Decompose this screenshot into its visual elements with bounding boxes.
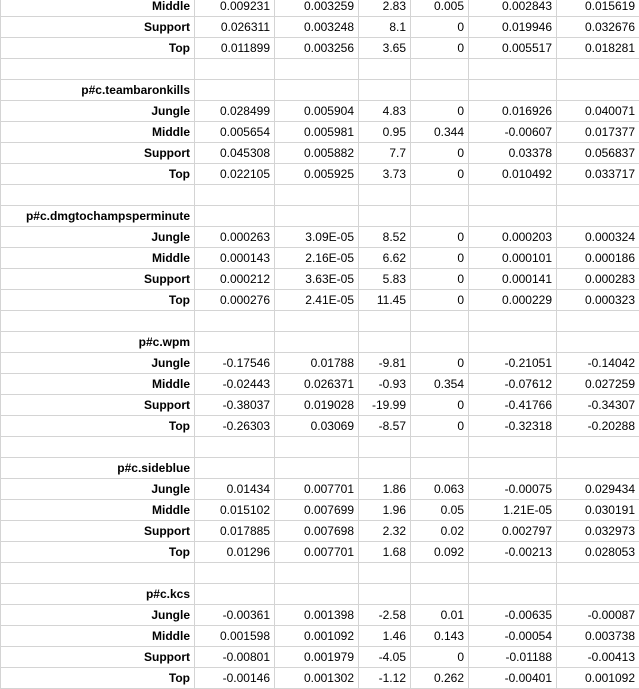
value-cell[interactable]: 8.52 — [359, 227, 411, 248]
row-label-cell[interactable]: Top — [1, 38, 195, 59]
empty-cell[interactable] — [195, 458, 275, 479]
value-cell[interactable]: -0.17546 — [195, 353, 275, 374]
table-row — [1, 479, 639, 500]
empty-cell[interactable] — [557, 206, 639, 227]
value-cell[interactable]: -2.58 — [359, 605, 411, 626]
table-row — [1, 290, 639, 311]
empty-cell[interactable] — [195, 206, 275, 227]
row-label-cell[interactable]: Middle — [1, 0, 195, 17]
value-cell[interactable]: 0.001598 — [195, 626, 275, 647]
table-row — [1, 101, 639, 122]
variable-header-row — [1, 458, 639, 479]
empty-cell[interactable] — [195, 185, 275, 206]
empty-cell[interactable] — [557, 59, 639, 80]
value-cell[interactable]: 3.65 — [359, 38, 411, 59]
value-cell[interactable]: 0 — [411, 353, 469, 374]
value-cell[interactable]: -0.00607 — [469, 122, 557, 143]
value-cell[interactable]: 0.000203 — [469, 227, 557, 248]
value-cell[interactable]: 0.001979 — [275, 647, 359, 668]
blank-row — [1, 563, 639, 584]
table-row — [1, 395, 639, 416]
value-cell[interactable]: -0.00413 — [557, 647, 639, 668]
value-cell[interactable]: 6.62 — [359, 248, 411, 269]
value-cell[interactable]: 3.09E-05 — [275, 227, 359, 248]
value-cell[interactable]: 0.01 — [411, 605, 469, 626]
value-cell[interactable]: -0.14042 — [557, 353, 639, 374]
value-cell[interactable]: 0.005981 — [275, 122, 359, 143]
table-row — [1, 374, 639, 395]
empty-cell[interactable] — [275, 437, 359, 458]
value-cell[interactable]: 1.68 — [359, 542, 411, 563]
table-row — [1, 38, 639, 59]
empty-cell[interactable] — [411, 206, 469, 227]
variable-header-cell[interactable]: p#c.wpm — [1, 332, 195, 353]
value-cell[interactable]: -0.20288 — [557, 416, 639, 437]
row-label-cell[interactable]: Support — [1, 17, 195, 38]
value-cell[interactable]: 0.063 — [411, 479, 469, 500]
empty-cell[interactable] — [195, 59, 275, 80]
value-cell[interactable]: -4.05 — [359, 647, 411, 668]
empty-cell[interactable] — [195, 437, 275, 458]
row-label-cell[interactable]: Top — [1, 542, 195, 563]
value-cell[interactable]: 0.354 — [411, 374, 469, 395]
value-cell[interactable]: 0.007698 — [275, 521, 359, 542]
value-cell[interactable]: 0.000229 — [469, 290, 557, 311]
value-cell[interactable]: 0.01434 — [195, 479, 275, 500]
table-row — [1, 248, 639, 269]
value-cell[interactable]: 0.019028 — [275, 395, 359, 416]
variable-header-cell[interactable]: p#c.sideblue — [1, 458, 195, 479]
variable-header-cell[interactable]: p#c.dmgtochampsperminute — [1, 206, 195, 227]
value-cell[interactable]: 1.21E-05 — [469, 500, 557, 521]
variable-header-row — [1, 584, 639, 605]
variable-header-cell[interactable]: p#c.teambaronkills — [1, 80, 195, 101]
blank-row — [1, 59, 639, 80]
empty-cell[interactable] — [275, 458, 359, 479]
value-cell[interactable]: 0.01788 — [275, 353, 359, 374]
value-cell[interactable]: 0.000143 — [195, 248, 275, 269]
value-cell[interactable]: -0.32318 — [469, 416, 557, 437]
table-row — [1, 605, 639, 626]
value-cell[interactable]: 0.02 — [411, 521, 469, 542]
value-cell[interactable]: -0.41766 — [469, 395, 557, 416]
blank-row — [1, 185, 639, 206]
value-cell[interactable]: 0.03069 — [275, 416, 359, 437]
table-row — [1, 668, 639, 689]
value-cell[interactable]: 0.010492 — [469, 164, 557, 185]
table-row — [1, 521, 639, 542]
value-cell[interactable]: 0 — [411, 395, 469, 416]
value-cell[interactable]: 0.000212 — [195, 269, 275, 290]
empty-cell[interactable] — [359, 437, 411, 458]
empty-cell[interactable] — [557, 458, 639, 479]
variable-header-row — [1, 206, 639, 227]
value-cell[interactable]: 2.41E-05 — [275, 290, 359, 311]
value-cell[interactable]: 2.16E-05 — [275, 248, 359, 269]
value-cell[interactable]: 0.000101 — [469, 248, 557, 269]
value-cell[interactable]: 0.032676 — [557, 17, 639, 38]
table-row — [1, 164, 639, 185]
row-label-cell[interactable]: Jungle — [1, 605, 195, 626]
empty-cell[interactable] — [275, 332, 359, 353]
value-cell[interactable]: 0.032973 — [557, 521, 639, 542]
value-cell[interactable]: 0.015619 — [557, 0, 639, 17]
value-cell[interactable]: 0 — [411, 164, 469, 185]
value-cell[interactable]: 0.000283 — [557, 269, 639, 290]
value-cell[interactable]: 0.016926 — [469, 101, 557, 122]
value-cell[interactable]: 0.000263 — [195, 227, 275, 248]
value-cell[interactable]: 0.002843 — [469, 0, 557, 17]
empty-cell[interactable] — [411, 458, 469, 479]
value-cell[interactable]: 0.007701 — [275, 479, 359, 500]
row-label-cell[interactable]: Middle — [1, 248, 195, 269]
row-label-cell[interactable]: Middle — [1, 122, 195, 143]
value-cell[interactable]: 0.056837 — [557, 143, 639, 164]
value-cell[interactable]: 0.000324 — [557, 227, 639, 248]
empty-cell[interactable] — [359, 206, 411, 227]
value-cell[interactable]: 0.002797 — [469, 521, 557, 542]
value-cell[interactable]: 0.003259 — [275, 0, 359, 17]
value-cell[interactable]: -19.99 — [359, 395, 411, 416]
value-cell[interactable]: 0.030191 — [557, 500, 639, 521]
row-label-cell[interactable]: Top — [1, 164, 195, 185]
value-cell[interactable]: -9.81 — [359, 353, 411, 374]
value-cell[interactable]: -0.02443 — [195, 374, 275, 395]
empty-cell[interactable] — [359, 80, 411, 101]
empty-cell[interactable] — [1, 59, 195, 80]
empty-cell[interactable] — [557, 311, 639, 332]
empty-cell[interactable] — [469, 584, 557, 605]
empty-cell[interactable] — [557, 332, 639, 353]
value-cell[interactable]: 0.143 — [411, 626, 469, 647]
value-cell[interactable]: 0.000141 — [469, 269, 557, 290]
value-cell[interactable]: 0.045308 — [195, 143, 275, 164]
table-body — [1, 0, 639, 689]
row-label-cell[interactable]: Jungle — [1, 353, 195, 374]
value-cell[interactable]: -0.93 — [359, 374, 411, 395]
empty-cell[interactable] — [469, 563, 557, 584]
value-cell[interactable]: 0.015102 — [195, 500, 275, 521]
value-cell[interactable]: 0 — [411, 416, 469, 437]
empty-cell[interactable] — [469, 311, 557, 332]
value-cell[interactable]: -0.01188 — [469, 647, 557, 668]
empty-cell[interactable] — [195, 584, 275, 605]
value-cell[interactable]: 0.027259 — [557, 374, 639, 395]
value-cell[interactable]: 0.040071 — [557, 101, 639, 122]
empty-cell[interactable] — [195, 332, 275, 353]
empty-cell[interactable] — [275, 185, 359, 206]
value-cell[interactable]: -0.26303 — [195, 416, 275, 437]
value-cell[interactable]: 0.019946 — [469, 17, 557, 38]
row-label-cell[interactable]: Jungle — [1, 227, 195, 248]
value-cell[interactable]: 0.005925 — [275, 164, 359, 185]
value-cell[interactable]: 0.017885 — [195, 521, 275, 542]
empty-cell[interactable] — [469, 332, 557, 353]
value-cell[interactable]: -1.12 — [359, 668, 411, 689]
empty-cell[interactable] — [195, 311, 275, 332]
table-row — [1, 353, 639, 374]
empty-cell[interactable] — [469, 59, 557, 80]
empty-cell[interactable] — [411, 563, 469, 584]
variable-header-cell[interactable]: p#c.kcs — [1, 584, 195, 605]
empty-cell[interactable] — [275, 206, 359, 227]
value-cell[interactable]: 0.001302 — [275, 668, 359, 689]
value-cell[interactable]: 0 — [411, 101, 469, 122]
value-cell[interactable]: 0.262 — [411, 668, 469, 689]
value-cell[interactable]: 0.022105 — [195, 164, 275, 185]
value-cell[interactable]: 3.73 — [359, 164, 411, 185]
value-cell[interactable]: 0.001398 — [275, 605, 359, 626]
value-cell[interactable]: 0 — [411, 38, 469, 59]
value-cell[interactable]: -0.00087 — [557, 605, 639, 626]
empty-cell[interactable] — [557, 563, 639, 584]
value-cell[interactable]: 0.017377 — [557, 122, 639, 143]
variable-header-row — [1, 332, 639, 353]
empty-cell[interactable] — [411, 59, 469, 80]
empty-cell[interactable] — [557, 185, 639, 206]
row-label-cell[interactable]: Support — [1, 269, 195, 290]
value-cell[interactable]: -0.00054 — [469, 626, 557, 647]
row-label-cell[interactable]: Support — [1, 647, 195, 668]
empty-cell[interactable] — [1, 437, 195, 458]
row-label-cell[interactable]: Top — [1, 416, 195, 437]
value-cell[interactable]: 0.009231 — [195, 0, 275, 17]
value-cell[interactable]: 0.007701 — [275, 542, 359, 563]
value-cell[interactable]: -0.00801 — [195, 647, 275, 668]
empty-cell[interactable] — [275, 584, 359, 605]
value-cell[interactable]: 0.95 — [359, 122, 411, 143]
empty-cell[interactable] — [557, 80, 639, 101]
value-cell[interactable]: 0.007699 — [275, 500, 359, 521]
value-cell[interactable]: 4.83 — [359, 101, 411, 122]
value-cell[interactable]: 0.005904 — [275, 101, 359, 122]
value-cell[interactable]: 0.011899 — [195, 38, 275, 59]
value-cell[interactable]: 1.86 — [359, 479, 411, 500]
value-cell[interactable]: 0.000186 — [557, 248, 639, 269]
empty-cell[interactable] — [359, 563, 411, 584]
value-cell[interactable]: 0.028499 — [195, 101, 275, 122]
value-cell[interactable]: 7.7 — [359, 143, 411, 164]
value-cell[interactable]: 0.03378 — [469, 143, 557, 164]
value-cell[interactable]: 0.005 — [411, 0, 469, 17]
value-cell[interactable]: -0.00213 — [469, 542, 557, 563]
empty-cell[interactable] — [1, 185, 195, 206]
value-cell[interactable]: 0.003248 — [275, 17, 359, 38]
value-cell[interactable]: 0.028053 — [557, 542, 639, 563]
value-cell[interactable]: 11.45 — [359, 290, 411, 311]
value-cell[interactable]: -0.00075 — [469, 479, 557, 500]
value-cell[interactable]: 1.46 — [359, 626, 411, 647]
value-cell[interactable]: -0.34307 — [557, 395, 639, 416]
empty-cell[interactable] — [275, 59, 359, 80]
value-cell[interactable]: 0.003738 — [557, 626, 639, 647]
empty-cell[interactable] — [557, 584, 639, 605]
value-cell[interactable]: 3.63E-05 — [275, 269, 359, 290]
empty-cell[interactable] — [469, 437, 557, 458]
empty-cell[interactable] — [359, 185, 411, 206]
row-label-cell[interactable]: Jungle — [1, 479, 195, 500]
empty-cell[interactable] — [195, 563, 275, 584]
empty-cell[interactable] — [359, 311, 411, 332]
blank-row — [1, 437, 639, 458]
value-cell[interactable]: 8.1 — [359, 17, 411, 38]
empty-cell[interactable] — [195, 80, 275, 101]
value-cell[interactable]: 0.005882 — [275, 143, 359, 164]
value-cell[interactable]: 0.018281 — [557, 38, 639, 59]
empty-cell[interactable] — [411, 80, 469, 101]
empty-cell[interactable] — [469, 458, 557, 479]
value-cell[interactable]: -0.00361 — [195, 605, 275, 626]
value-cell[interactable]: 0.033717 — [557, 164, 639, 185]
value-cell[interactable]: 0.026371 — [275, 374, 359, 395]
value-cell[interactable]: 0 — [411, 227, 469, 248]
value-cell[interactable]: -8.57 — [359, 416, 411, 437]
value-cell[interactable]: -0.00635 — [469, 605, 557, 626]
table-row — [1, 542, 639, 563]
empty-cell[interactable] — [411, 437, 469, 458]
table-row — [1, 122, 639, 143]
row-label-cell[interactable]: Middle — [1, 626, 195, 647]
value-cell[interactable]: 0.000276 — [195, 290, 275, 311]
table-row — [1, 269, 639, 290]
value-cell[interactable]: -0.00146 — [195, 668, 275, 689]
table-row — [1, 17, 639, 38]
row-label-cell[interactable]: Support — [1, 395, 195, 416]
row-label-cell[interactable]: Top — [1, 290, 195, 311]
value-cell[interactable]: 2.83 — [359, 0, 411, 17]
value-cell[interactable]: 0.000323 — [557, 290, 639, 311]
value-cell[interactable]: 0.003256 — [275, 38, 359, 59]
table-row — [1, 626, 639, 647]
table-row — [1, 0, 639, 17]
value-cell[interactable]: 0.092 — [411, 542, 469, 563]
table-row — [1, 647, 639, 668]
empty-cell[interactable] — [275, 311, 359, 332]
empty-cell[interactable] — [411, 332, 469, 353]
value-cell[interactable]: 1.96 — [359, 500, 411, 521]
value-cell[interactable]: 0.005517 — [469, 38, 557, 59]
value-cell[interactable]: 0 — [411, 248, 469, 269]
table-row — [1, 227, 639, 248]
empty-cell[interactable] — [275, 80, 359, 101]
empty-cell[interactable] — [557, 437, 639, 458]
row-label-cell[interactable]: Top — [1, 668, 195, 689]
blank-row — [1, 311, 639, 332]
row-label-cell[interactable]: Middle — [1, 500, 195, 521]
variable-header-row — [1, 80, 639, 101]
value-cell[interactable]: 0.005654 — [195, 122, 275, 143]
value-cell[interactable]: 0.05 — [411, 500, 469, 521]
empty-cell[interactable] — [359, 59, 411, 80]
value-cell[interactable]: 0.001092 — [275, 626, 359, 647]
value-cell[interactable]: -0.00401 — [469, 668, 557, 689]
value-cell[interactable]: 0.001092 — [557, 668, 639, 689]
value-cell[interactable]: 0.029434 — [557, 479, 639, 500]
value-cell[interactable]: 5.83 — [359, 269, 411, 290]
value-cell[interactable]: -0.07612 — [469, 374, 557, 395]
value-cell[interactable]: 2.32 — [359, 521, 411, 542]
empty-cell[interactable] — [1, 311, 195, 332]
value-cell[interactable]: 0.344 — [411, 122, 469, 143]
value-cell[interactable]: 0.01296 — [195, 542, 275, 563]
value-cell[interactable]: 0 — [411, 647, 469, 668]
value-cell[interactable]: 0 — [411, 17, 469, 38]
value-cell[interactable]: -0.38037 — [195, 395, 275, 416]
value-cell[interactable]: 0.026311 — [195, 17, 275, 38]
empty-cell[interactable] — [469, 80, 557, 101]
empty-cell[interactable] — [1, 563, 195, 584]
row-label-cell[interactable]: Jungle — [1, 101, 195, 122]
row-label-cell[interactable]: Support — [1, 143, 195, 164]
empty-cell[interactable] — [411, 185, 469, 206]
empty-cell[interactable] — [275, 563, 359, 584]
empty-cell[interactable] — [469, 185, 557, 206]
empty-cell[interactable] — [359, 332, 411, 353]
empty-cell[interactable] — [411, 311, 469, 332]
table-row — [1, 500, 639, 521]
table-row — [1, 416, 639, 437]
row-label-cell[interactable]: Support — [1, 521, 195, 542]
value-cell[interactable]: 0 — [411, 143, 469, 164]
value-cell[interactable]: -0.21051 — [469, 353, 557, 374]
empty-cell[interactable] — [411, 584, 469, 605]
empty-cell[interactable] — [359, 584, 411, 605]
table-row — [1, 143, 639, 164]
value-cell[interactable]: 0 — [411, 269, 469, 290]
empty-cell[interactable] — [469, 206, 557, 227]
empty-cell[interactable] — [359, 458, 411, 479]
value-cell[interactable]: 0 — [411, 290, 469, 311]
row-label-cell[interactable]: Middle — [1, 374, 195, 395]
